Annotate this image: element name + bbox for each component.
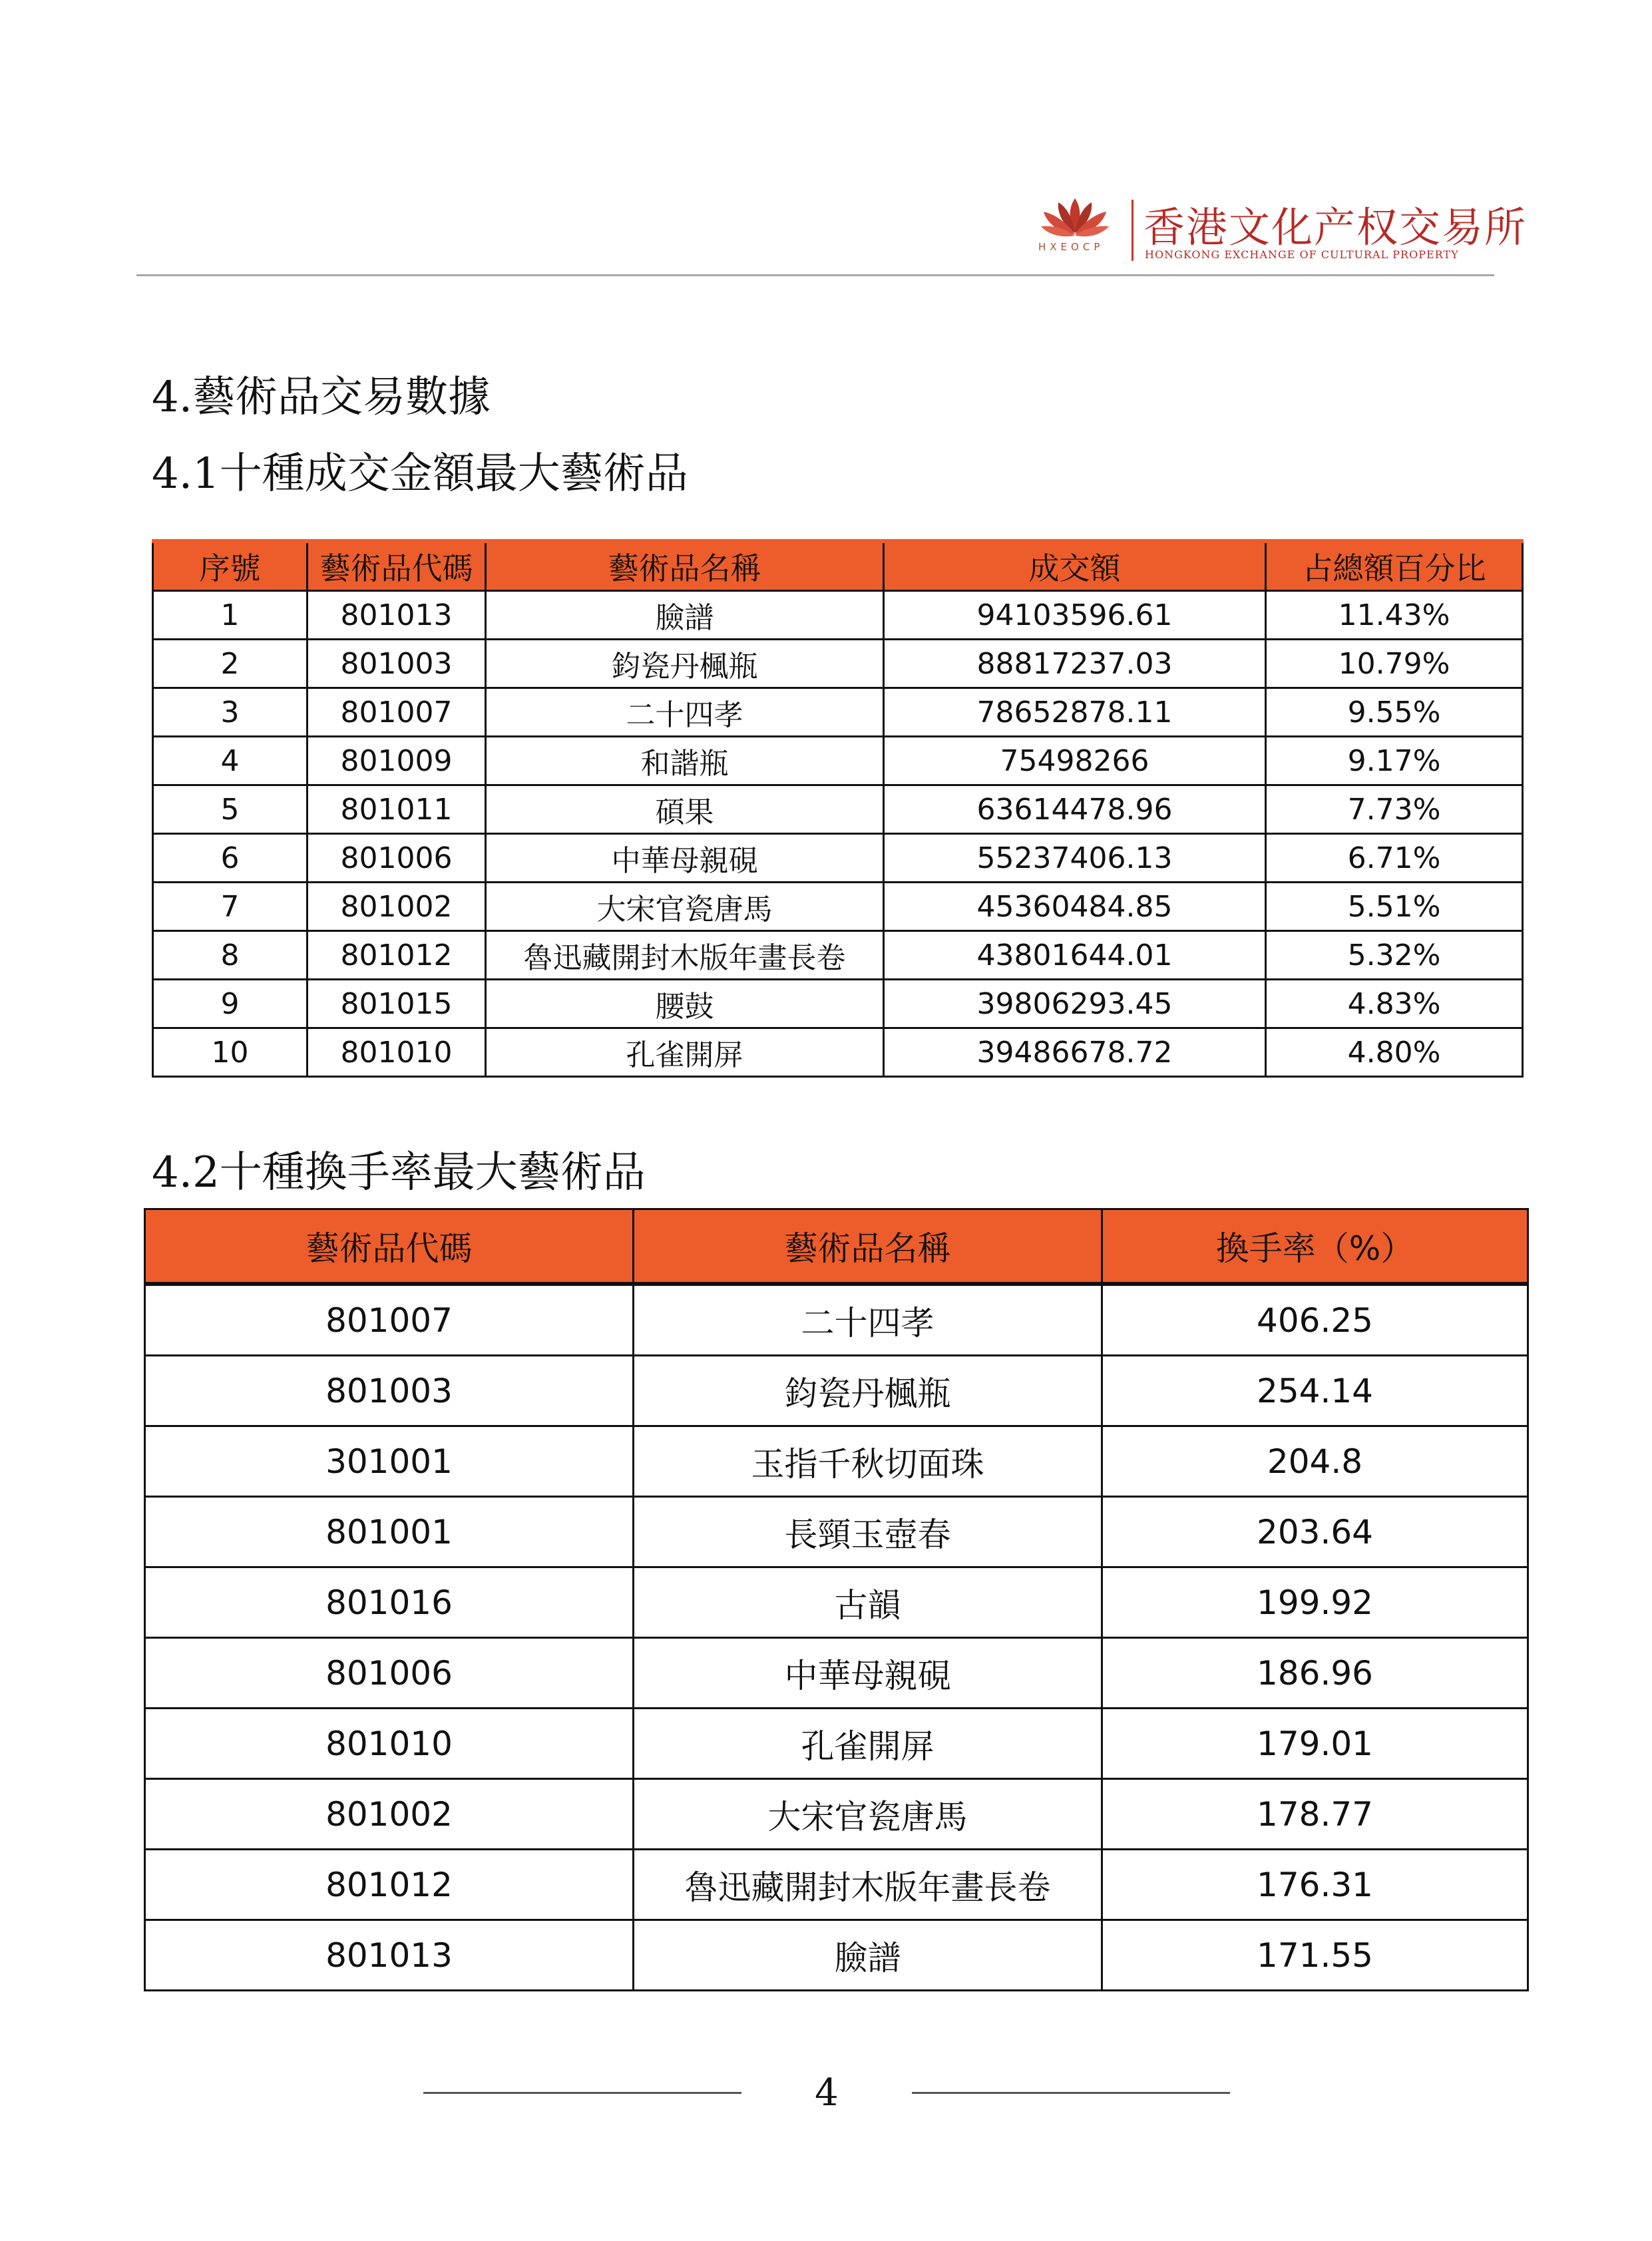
table-cell: 2 <box>153 640 308 688</box>
table-cell: 6 <box>153 834 308 883</box>
table-cell: 4 <box>153 737 308 785</box>
table-cell: 11.43% <box>1266 591 1523 640</box>
brand-name-english: HONGKONG EXCHANGE OF CULTURAL PROPERTY <box>1145 248 1459 261</box>
table-cell: 254.14 <box>1102 1356 1528 1426</box>
table-cell: 801010 <box>145 1709 634 1779</box>
table-row <box>153 785 1523 834</box>
table-cell: 39486678.72 <box>884 1028 1266 1077</box>
table-cell: 魯迅藏開封木版年畫長卷 <box>634 1850 1102 1920</box>
table-cell: 801013 <box>308 591 486 640</box>
table-row <box>153 640 1523 688</box>
table-cell: 801002 <box>145 1779 634 1850</box>
header-divider <box>136 274 1494 276</box>
table-cell: 魯迅藏開封木版年畫長卷 <box>486 931 884 980</box>
table-cell: 63614478.96 <box>884 785 1266 834</box>
table-cell: 碩果 <box>486 785 884 834</box>
table-cell: 4.80% <box>1266 1028 1523 1077</box>
table-cell: 801016 <box>145 1567 634 1638</box>
column-header: 占總額百分比 <box>1266 541 1523 591</box>
table-cell: 801011 <box>308 785 486 834</box>
table-cell: 9.17% <box>1266 737 1523 785</box>
table-cell: 801012 <box>145 1850 634 1920</box>
table-row <box>153 980 1523 1028</box>
table-cell: 406.25 <box>1102 1284 1528 1356</box>
table-row <box>145 1284 1528 1356</box>
table-row <box>145 1567 1528 1638</box>
subsection-title-turnover-rate: 4.2十種換手率最大藝術品 <box>152 1148 646 1197</box>
table-header-row <box>145 1209 1528 1285</box>
table-cell: 孔雀開屏 <box>486 1028 884 1077</box>
table-cell: 801012 <box>308 931 486 980</box>
table-row <box>145 1779 1528 1850</box>
table-cell: 6.71% <box>1266 834 1523 883</box>
table-cell: 臉譜 <box>486 591 884 640</box>
table-cell: 中華母親硯 <box>634 1638 1102 1709</box>
table-cell: 801002 <box>308 883 486 931</box>
table-cell: 199.92 <box>1102 1567 1528 1638</box>
table-cell: 大宋官瓷唐馬 <box>486 883 884 931</box>
table-cell: 7 <box>153 883 308 931</box>
lotus-flower-icon <box>1038 193 1112 240</box>
table-cell: 39806293.45 <box>884 980 1266 1028</box>
table-cell: 801006 <box>145 1638 634 1709</box>
table-cell: 75498266 <box>884 737 1266 785</box>
table-cell: 78652878.11 <box>884 688 1266 737</box>
table-cell: 5 <box>153 785 308 834</box>
table-row <box>153 931 1523 980</box>
table-cell: 801001 <box>145 1497 634 1567</box>
column-header: 換手率（%） <box>1102 1209 1528 1285</box>
table-cell: 801003 <box>308 640 486 688</box>
table-cell: 10 <box>153 1028 308 1077</box>
table-row <box>153 883 1523 931</box>
brand-name-chinese: 香港文化产权交易所 <box>1143 203 1528 252</box>
table-cell: 801010 <box>308 1028 486 1077</box>
table-cell: 長頸玉壺春 <box>634 1497 1102 1567</box>
top-turnover-amount-table <box>152 539 1524 1078</box>
table-cell: 3 <box>153 688 308 737</box>
table-cell: 大宋官瓷唐馬 <box>634 1779 1102 1850</box>
column-header: 藝術品代碼 <box>145 1209 634 1285</box>
table-cell: 94103596.61 <box>884 591 1266 640</box>
table-row <box>145 1709 1528 1779</box>
table-cell: 9.55% <box>1266 688 1523 737</box>
table-cell: 801015 <box>308 980 486 1028</box>
table-cell: 二十四孝 <box>486 688 884 737</box>
table-cell: 186.96 <box>1102 1638 1528 1709</box>
column-header: 藝術品名稱 <box>634 1209 1102 1285</box>
column-header: 成交額 <box>884 541 1266 591</box>
table-cell: 5.32% <box>1266 931 1523 980</box>
table-cell: 9 <box>153 980 308 1028</box>
table-cell: 1 <box>153 591 308 640</box>
table-cell: 中華母親硯 <box>486 834 884 883</box>
table-cell: 88817237.03 <box>884 640 1266 688</box>
table-cell: 8 <box>153 931 308 980</box>
table-cell: 和諧瓶 <box>486 737 884 785</box>
table-cell: 7.73% <box>1266 785 1523 834</box>
logo-abbreviation: HXEOCP <box>1038 241 1104 253</box>
table-cell: 10.79% <box>1266 640 1523 688</box>
table-header-row <box>153 541 1523 591</box>
table-cell: 古韻 <box>634 1567 1102 1638</box>
page-number: 4 <box>815 2071 839 2115</box>
table-cell: 4.83% <box>1266 980 1523 1028</box>
table-cell: 43801644.01 <box>884 931 1266 980</box>
brand-divider <box>1132 200 1134 261</box>
table-row <box>145 1850 1528 1920</box>
table-cell: 801003 <box>145 1356 634 1426</box>
table-cell: 178.77 <box>1102 1779 1528 1850</box>
table-row <box>153 688 1523 737</box>
table-cell: 801006 <box>308 834 486 883</box>
footer-rule-left <box>423 2092 741 2094</box>
table-cell: 179.01 <box>1102 1709 1528 1779</box>
table-cell: 203.64 <box>1102 1497 1528 1567</box>
table-row <box>145 1426 1528 1497</box>
table-cell: 玉指千秋切面珠 <box>634 1426 1102 1497</box>
table-cell: 腰鼓 <box>486 980 884 1028</box>
subsection-title-turnover-amount: 4.1十種成交金額最大藝術品 <box>152 449 688 499</box>
table-row <box>153 834 1523 883</box>
page-header <box>0 0 1652 280</box>
footer-rule-right <box>912 2092 1230 2094</box>
table-cell: 二十四孝 <box>634 1284 1102 1356</box>
table-row <box>145 1920 1528 1991</box>
column-header: 藝術品代碼 <box>308 541 486 591</box>
top-turnover-rate-table <box>144 1208 1529 1991</box>
table-row <box>153 737 1523 785</box>
column-header: 序號 <box>153 541 308 591</box>
table-row <box>145 1497 1528 1567</box>
table-cell: 5.51% <box>1266 883 1523 931</box>
table-cell: 孔雀開屏 <box>634 1709 1102 1779</box>
table-row <box>153 591 1523 640</box>
table-cell: 801007 <box>145 1284 634 1356</box>
table-cell: 鈞瓷丹楓瓶 <box>634 1356 1102 1426</box>
section-title: 4.藝術品交易數據 <box>152 373 491 422</box>
table-row <box>153 1028 1523 1077</box>
table-row <box>145 1356 1528 1426</box>
table-cell: 55237406.13 <box>884 834 1266 883</box>
table-cell: 45360484.85 <box>884 883 1266 931</box>
table-cell: 801007 <box>308 688 486 737</box>
table-cell: 171.55 <box>1102 1920 1528 1991</box>
table-cell: 204.8 <box>1102 1426 1528 1497</box>
table-row <box>145 1638 1528 1709</box>
table-cell: 176.31 <box>1102 1850 1528 1920</box>
brand-logo <box>1038 193 1112 253</box>
table-cell: 臉譜 <box>634 1920 1102 1991</box>
column-header: 藝術品名稱 <box>486 541 884 591</box>
table-cell: 301001 <box>145 1426 634 1497</box>
table-cell: 801009 <box>308 737 486 785</box>
table-cell: 801013 <box>145 1920 634 1991</box>
table-cell: 鈞瓷丹楓瓶 <box>486 640 884 688</box>
